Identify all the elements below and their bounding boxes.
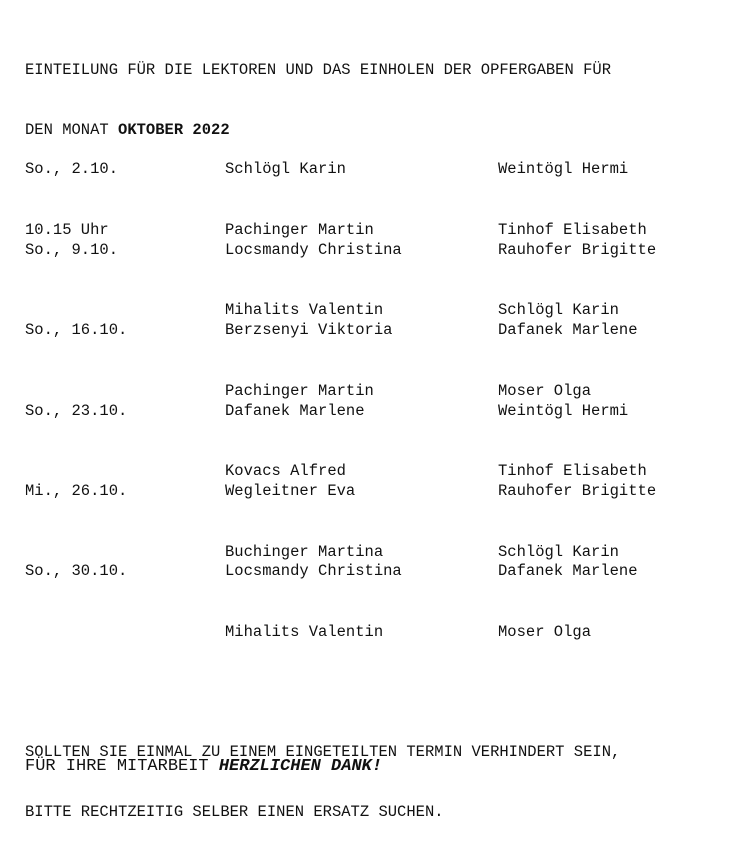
header-line-2-prefix: DEN MONAT <box>25 121 119 139</box>
offering-name: Tinhof Elisabeth <box>498 462 647 481</box>
schedule-date: So., 9.10. <box>25 240 119 259</box>
lector-name: Dafanek Marlene <box>225 401 365 420</box>
lector-name: Pachinger Martin <box>225 221 374 240</box>
offering-name: Weintögl Hermi <box>498 160 629 179</box>
lector-name: Mihalits Valentin <box>225 622 384 641</box>
lector-name: Mihalits Valentin <box>225 301 384 320</box>
schedule-date: So., 30.10. <box>25 562 128 581</box>
offering-name: Schlögl Karin <box>498 301 619 320</box>
schedule-date: So., 23.10. <box>25 401 128 420</box>
lector-name: Schlögl Karin <box>225 160 346 179</box>
lector-name: Pachinger Martin <box>225 381 374 400</box>
schedule-date: Mi., 26.10. <box>25 481 128 500</box>
offering-name: Dafanek Marlene <box>498 562 638 581</box>
offering-name: Moser Olga <box>498 381 592 400</box>
footer-line-1: SOLLTEN SIE EINMAL ZU EINEM EINGETEILTEN TERMIN VERHINDERT SEIN, <box>25 743 621 761</box>
schedule-row <box>25 521 715 641</box>
lector-name: Buchinger Martina <box>225 542 384 561</box>
offering-name: Rauhofer Brigitte <box>498 481 657 500</box>
schedule-time: 10.15 Uhr <box>25 221 109 240</box>
header-line-1: EINTEILUNG FÜR DIE LEKTOREN UND DAS EINHOLEN DER OPFERGABEN FÜR <box>25 61 611 79</box>
schedule-list <box>25 119 715 641</box>
schedule-date: So., 2.10. <box>25 160 119 179</box>
schedule-offerings-cell <box>498 521 638 683</box>
schedule-row <box>25 119 715 240</box>
lector-name: Kovacs Alfred <box>225 462 346 481</box>
thanks-line <box>25 757 382 776</box>
offering-name: Rauhofer Brigitte <box>498 240 657 259</box>
lector-name: Locsmandy Christina <box>225 562 402 581</box>
header-month: OKTOBER 2022 <box>118 121 230 139</box>
schedule-date-cell <box>25 521 127 622</box>
offering-name: Moser Olga <box>498 622 592 641</box>
schedule-row <box>25 199 715 320</box>
offering-name: Weintögl Hermi <box>498 401 629 420</box>
offering-name: Dafanek Marlene <box>498 321 638 340</box>
schedule-date: So., 16.10. <box>25 321 128 340</box>
schedule-row <box>25 360 715 481</box>
offering-name: Tinhof Elisabeth <box>498 221 647 240</box>
offering-name: Schlögl Karin <box>498 542 619 561</box>
thanks-prefix: FÜR IHRE MITARBEIT <box>25 757 219 776</box>
thanks-emphasis: HERZLICHEN DANK! <box>218 757 383 776</box>
schedule-lectors-cell <box>225 521 402 683</box>
schedule-row <box>25 441 715 561</box>
lector-name: Berzsenyi Viktoria <box>225 321 393 340</box>
lector-name: Locsmandy Christina <box>225 240 402 259</box>
schedule-row <box>25 280 715 400</box>
footer-line-2: BITTE RECHTZEITIG SELBER EINEN ERSATZ SUCHEN. <box>25 803 444 821</box>
lector-name: Wegleitner Eva <box>225 481 356 500</box>
